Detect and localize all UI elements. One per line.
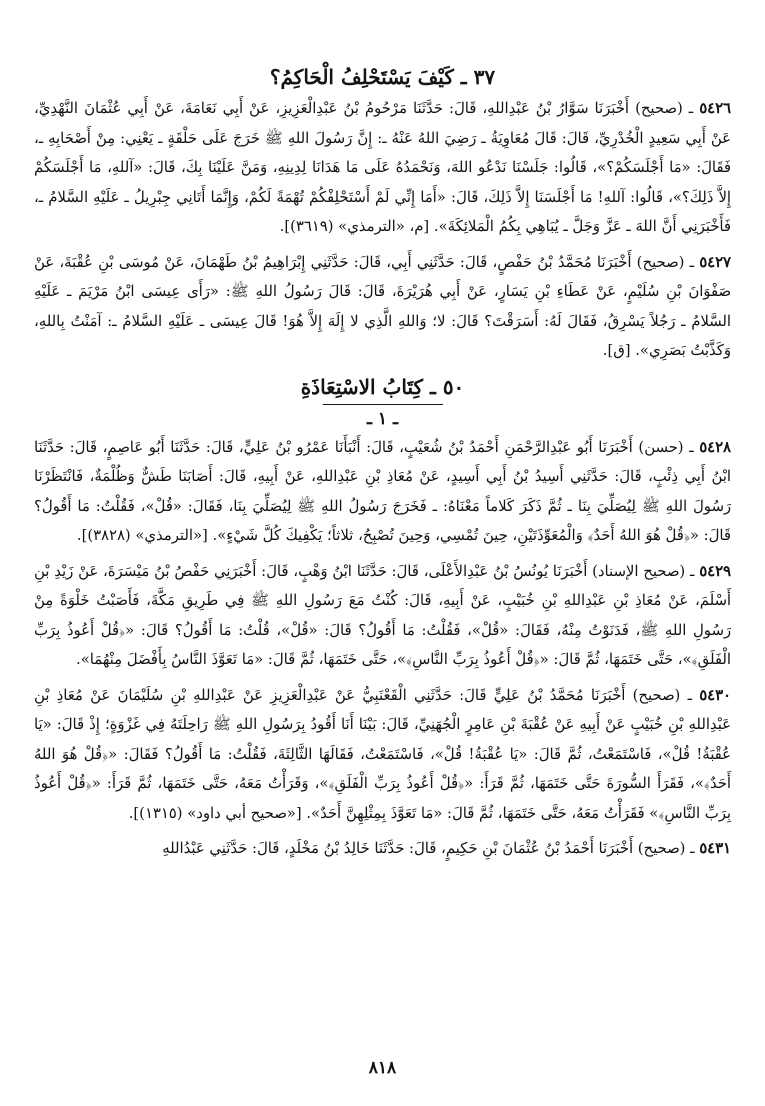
chapter-title: ٣٧ ـ كَيْفَ يَسْتَحْلِفُ الْحَاكِمُ؟ [269, 65, 496, 89]
title-divider [323, 404, 443, 405]
hadith-number: ٥٤٢٨ [699, 438, 731, 456]
hadith-text: ـ (صحيح) أَخْبَرَنَا سَوَّارُ بْنُ عَبْدِاللهِ، قَالَ: حَدَّثَنَا مَرْحُومُ بْنُ عَبْدِالْعَزِيزِ، عَنْ أَبِي نَعَامَةَ، عَنْ أَبِي عُثْمَانَ النَّهْدِيِّ، عَنْ أَبِي سَعِيدٍ الْخُدْرِيِّ، قَالَ: قَالَ مُعَاوِيَةُ ـ رَضِيَ اللهُ عَنْهُ ـ: إِنَّ رَسُولَ اللهِ ﷺ خَرَجَ عَلَى حَلْقَةٍ ـ يَعْنِي: مِنْ أَصْحَابِهِ ـ، فَقَالَ: «مَا أَجْلَسَكُمْ؟»، قَالُوا: جَلَسْنَا نَدْعُو اللهَ، وَنَحْمَدُهُ عَلَى مَا هَدَانَا لِدِينِهِ، وَمَنَّ عَلَيْنَا بِكَ، قَالَ: «آللهِ، مَا أَجْلَسَكُمْ إِلاَّ ذَلِكَ؟»، قَالُوا: آللهِ! مَا أَجْلَسَنَا إِلاَّ ذَلِكَ، قَالَ: «أَمَا إِنِّي لَمْ أَسْتَحْلِفْكُمْ تُهْمَةً لَكُمْ، وَإِنَّمَا أَتَانِي جِبْرِيلُ ـ عَلَيْهِ السَّلامُ ـ، فَأَخْبَرَنِي أَنَّ اللهَ ـ عَزَّ وَجَلَّ ـ يُبَاهِي بِكُمُ الْمَلائِكَةَ». [م، «الترمذي» (٣٦١٩)]. [34, 100, 731, 235]
hadith-paragraph [34, 834, 731, 864]
hadith-text: ـ (صحيح الإسناد) أَخْبَرَنَا يُونُسُ بْنُ عَبْدِالأَعْلَى، قَالَ: حَدَّثَنَا ابْنُ وَهْبٍ، قَالَ: أَخْبَرَنِي حَفْصُ بْنُ مَيْسَرَةَ، عَنْ زَيْدِ بْنِ أَسْلَمَ، عَنْ مُعَاذِ بْنِ عَبْدِاللهِ بْنِ خُبَيْبٍ، عَنْ أَبِيهِ، قَالَ: كُنْتُ مَعَ رَسُولِ اللهِ ﷺ فِي طَرِيقِ مَكَّةَ، فَأَصَبْتُ خَلْوَةً مِنْ رَسُولِ اللهِ ﷺ، فَدَنَوْتُ مِنْهُ، فَقَالَ: «قُلْ»، فَقُلْتُ: مَا أَقُولُ؟ قَالَ: «قُلْ»، قُلْتُ: مَا أَقُولُ؟ قَالَ: «﴿قُلْ أَعُوذُ بِرَبِّ الْفَلَقِ﴾»، حَتَّى خَتَمَهَا، ثُمَّ قَالَ: «﴿قُلْ أَعُوذُ بِرَبِّ النَّاسِ﴾»، حَتَّى خَتَمَهَا، ثُمَّ قَالَ: «مَا تَعَوَّذَ النَّاسُ بِأَفْضَلَ مِنْهُمَا». [34, 562, 731, 668]
hadith-number: ٥٤٢٧ [699, 253, 731, 271]
hadith-paragraph [34, 681, 731, 829]
page-number: ٨١٨ [368, 1058, 397, 1078]
book-title: ٥٠ ـ كِتَابُ الاسْتِعَاذَةِ [300, 374, 465, 399]
hadith-paragraph [34, 94, 731, 242]
hadith-text: ـ (حسن) أَخْبَرَنَا أَبُو عَبْدِالرَّحْمَنِ أَحْمَدُ بْنُ شُعَيْبٍ، قَالَ: أَنْبَأَنَا عَمْرُو بْنُ عَلِيٍّ، قَالَ: حَدَّثَنَا أَبُو عَاصِمٍ، قَالَ: حَدَّثَنَا ابْنُ أَبِي ذِئْبٍ، قَالَ: حَدَّثَنِي أَسِيدُ بْنُ أَبِي أَسِيدٍ، عَنْ مُعَاذِ بْنِ عَبْدِاللهِ، عَنْ أَبِيهِ، قَالَ: أَصَابَنَا طَشٌّ وَظُلْمَةٌ، فَانْتَظَرْنَا رَسُولَ اللهِ ﷺ لِيُصَلِّيَ بِنَا ـ ثُمَّ ذَكَرَ كَلاماً مَعْنَاهُ: ـ فَخَرَجَ رَسُولُ اللهِ ﷺ لِيُصَلِّيَ بِنَا، فَقَالَ: «قُلْ»، فَقُلْتُ: مَا أَقُولُ؟ قَالَ: «﴿قُلْ هُوَ اللهُ أَحَدٌ﴾ وَالْمُعَوِّذَتَيْنِ، حِينَ تُمْسِي، وَحِينَ تُصْبِحُ، ثلاثاً؛ يَكْفِيكَ كُلَّ شَيْءٍ». [«الترمذي» (٣٨٢٨)]. [34, 438, 731, 544]
hadith-paragraph [34, 557, 731, 675]
hadith-number: ٥٤٣٠ [699, 686, 731, 704]
hadith-paragraph [34, 248, 731, 366]
hadith-number: ٥٤٣١ [699, 840, 731, 857]
hadith-paragraph [34, 433, 731, 551]
hadith-text: ـ (صحيح) أَخْبَرَنَا مُحَمَّدُ بْنُ حَفْصٍ، قَالَ: حَدَّثَنِي أَبِي، قَالَ: حَدَّثَنِي إِبْرَاهِيمُ بْنُ طَهْمَانَ، عَنْ مُوسَى بْنِ عُقْبَةَ، عَنْ صَفْوَانَ بْنِ سُلَيْمٍ، عَنْ عَطَاءِ بْنِ يَسَارٍ، عَنْ أَبِي هُرَيْرَةَ، قَالَ: قَالَ رَسُولُ اللهِ ﷺ: «رَأَى عِيسَى ابْنُ مَرْيَمَ ـ عَلَيْهِ السَّلامُ ـ رَجُلاً يَسْرِقُ، فَقَالَ لَهُ: أَسَرَقْتَ؟ قَالَ: لا؛ وَاللهِ الَّذِي لا إِلَهَ إِلاَّ هُوَ! قَالَ عِيسَى ـ عَلَيْهِ السَّلامُ ـ: آمَنْتُ بِاللهِ، وَكَذَّبْتُ بَصَرِي». [ق]. [34, 253, 731, 359]
hadith-text: ـ (صحيح) أَخْبَرَنَا مُحَمَّدُ بْنُ عَلِيٍّ قَالَ: حَدَّثَنِي الْقَعْنَبِيُّ عَنْ عَبْدِالْعَزِيزِ عَنْ عَبْدِاللهِ بْنِ سُلَيْمَانَ عَنْ مُعَاذِ بْنِ عَبْدِاللهِ بْنِ خُبَيْبٍ عَنْ أَبِيهِ عَنْ عُقْبَةَ بْنِ عَامِرٍ الْجُهَنِيِّ، قَالَ: بَيْنَا أَنَا أَقُودُ بِرَسُولِ اللهِ ﷺ رَاحِلَتَهُ فِي غَزْوَةٍ؛ إِذْ قَالَ: «يَا عُقْبَةُ! قُلْ»، فَاسْتَمَعْتُ، ثُمَّ قَالَ: «يَا عُقْبَةُ! قُلْ»، فَاسْتَمَعْتُ، فَقَالَهَا الثَّالِثَةَ، فَقُلْتُ: مَا أَقُولُ؟ فَقَالَ: «﴿قُلْ هُوَ اللهُ أَحَدٌ﴾»، فَقَرَأَ السُّورَةَ حَتَّى خَتَمَهَا، ثُمَّ قَرَأَ: «﴿قُلْ أَعُوذُ بِرَبِّ الْفَلَقِ﴾»، وَقَرَأْتُ مَعَهُ، حَتَّى خَتَمَهَا، ثُمَّ قَرَأَ: «﴿قُلْ أَعُوذُ بِرَبِّ النَّاسِ﴾» فَقَرَأْتُ مَعَهُ، حَتَّى خَتَمَهَا، ثُمَّ قَالَ: «مَا تَعَوَّذَ بِمِثْلِهِنَّ أَحَدٌ». [«صحيح أبي داود» (١٣١٥)]. [34, 686, 731, 822]
hadith-number: ٥٤٢٦ [699, 100, 731, 117]
hadith-number: ٥٤٢٩ [699, 562, 731, 580]
hadith-text: ـ (صحيح) أَخْبَرَنَا أَحْمَدُ بْنُ عُثْمَانَ بْنِ حَكِيمٍ، قَالَ: حَدَّثَنَا خَالِدُ بْنُ مَخْلَدٍ، قَالَ: حَدَّثَنِي عَبْدُاللهِ [162, 840, 700, 857]
section-number: ـ ١ ـ [367, 408, 398, 429]
